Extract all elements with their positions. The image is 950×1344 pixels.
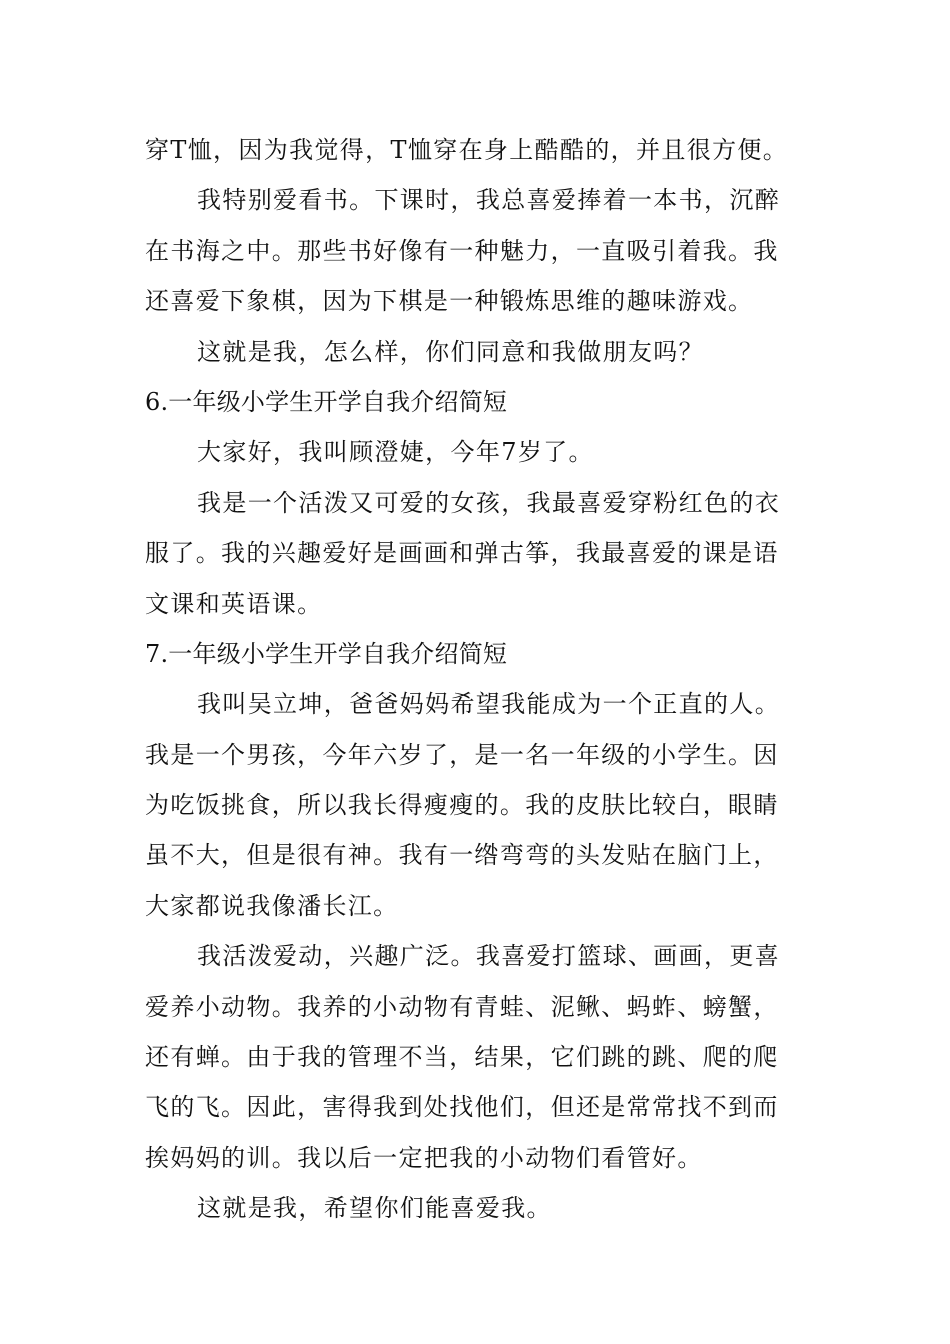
text-line: 穿T恤，因为我觉得，T恤穿在身上酷酷的，并且很方便。 bbox=[145, 136, 789, 164]
text-line: 为吃饭挑食，所以我长得瘦瘦的。我的皮肤比较白，眼睛 bbox=[145, 791, 779, 820]
text-line: 我活泼爱动，兴趣广泛。我喜爱打篮球、画画，更喜 bbox=[197, 942, 781, 971]
section-heading: 6.一年级小学生开学自我介绍简短 bbox=[145, 387, 508, 416]
section-heading: 7.一年级小学生开学自我介绍简短 bbox=[145, 639, 508, 668]
text-line: 飞的飞。因此，害得我到处找他们，但还是常常找不到而 bbox=[145, 1093, 779, 1122]
text-line: 我叫吴立坤，爸爸妈妈希望我能成为一个正直的人。 bbox=[197, 690, 781, 719]
document-body bbox=[145, 125, 807, 1234]
text-line: 在书海之中。那些书好像有一种魅力，一直吸引着我。我 bbox=[145, 236, 779, 265]
text-line: 还有蝉。由于我的管理不当，结果，它们跳的跳、爬的爬 bbox=[145, 1043, 779, 1072]
text-line: 挨妈妈的训。我以后一定把我的小动物们看管好。 bbox=[145, 1143, 703, 1172]
text-line: 我是一个男孩，今年六岁了，是一名一年级的小学生。因 bbox=[145, 740, 779, 769]
text-line: 文课和英语课。 bbox=[145, 589, 323, 618]
text-line: 爱养小动物。我养的小动物有青蛙、泥鳅、蚂蚱、螃蟹， bbox=[145, 992, 779, 1021]
text-line: 这就是我，怎么样，你们同意和我做朋友吗？ bbox=[197, 337, 704, 366]
text-line: 这就是我，希望你们能喜爱我。 bbox=[197, 1194, 552, 1223]
text-line: 虽不大，但是很有神。我有一绺弯弯的头发贴在脑门上， bbox=[145, 841, 779, 870]
text-line: 我特别爱看书。下课时，我总喜爱捧着一本书，沉醉 bbox=[197, 186, 781, 215]
text-line: 我是一个活泼又可爱的女孩，我最喜爱穿粉红色的衣 bbox=[197, 488, 781, 517]
text-line: 大家好，我叫顾澄婕，今年7岁了。 bbox=[197, 438, 594, 467]
text-line: 还喜爱下象棋，因为下棋是一种锻炼思维的趣味游戏。 bbox=[145, 287, 754, 316]
text-line: 服了。我的兴趣爱好是画画和弹古筝，我最喜爱的课是语 bbox=[145, 539, 779, 568]
text-line: 大家都说我像潘长江。 bbox=[145, 891, 399, 920]
